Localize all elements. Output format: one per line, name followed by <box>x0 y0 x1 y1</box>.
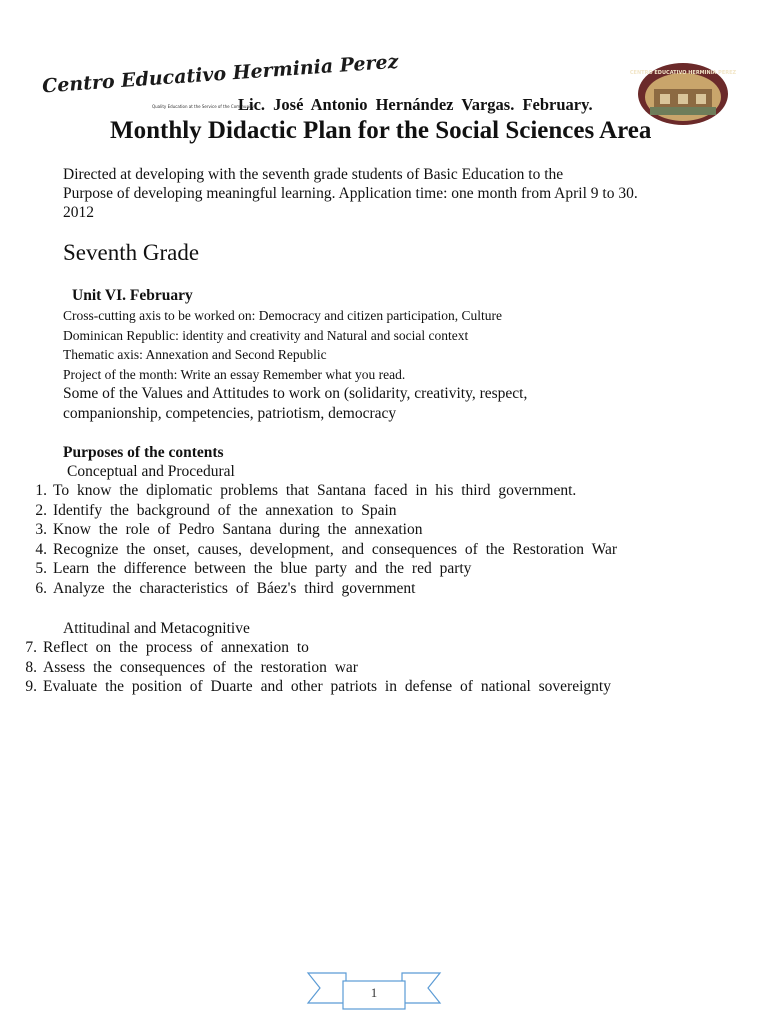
list-item <box>17 638 611 658</box>
item-number: 6. <box>35 579 47 597</box>
grade-heading: Seventh Grade <box>63 240 200 265</box>
item-number: 5. <box>35 560 47 578</box>
values-line-continued: companionship, competencies, patriotism, democracy <box>63 404 397 422</box>
item-number: 2. <box>35 501 47 519</box>
list-item <box>27 559 617 579</box>
item-text: Evaluate the position of Duarte and other patriots in defense of national sovereignty <box>43 678 611 696</box>
item-text: Assess the consequences of the restoration war <box>43 658 358 676</box>
document-title: Monthly Didactic Plan for the Social Sciences Area <box>110 117 652 144</box>
item-number: 9. <box>25 678 37 696</box>
logo-name: Centro Educativo Herminia Perez <box>41 50 400 98</box>
page-number: 1 <box>370 985 378 1000</box>
item-text: Identify the background of the annexation to Spain <box>53 501 397 519</box>
item-number: 8. <box>25 658 37 676</box>
author-line: Lic. José Antonio Hernández Vargas. February. <box>238 95 593 114</box>
intro-line: 2012 <box>63 204 94 221</box>
purposes-heading: Purposes of the contents <box>63 444 224 461</box>
ribbon-left-tail <box>308 973 346 1003</box>
item-text: Know the role of Pedro Santana during the annexation <box>53 521 423 539</box>
list-item <box>17 658 611 678</box>
item-text: Reflect on the process of annexation to <box>43 639 309 656</box>
ribbon-right-tail <box>402 973 440 1003</box>
item-text: Recognize the onset, causes, development, and consequences of the Restoration War <box>53 540 618 558</box>
intro-line: Purpose of developing meaningful learning. Application time: one month from April 9 to 30. <box>63 185 638 202</box>
school-logo <box>40 50 400 116</box>
unit-heading: Unit VI. February <box>72 287 193 304</box>
list-item <box>27 520 617 540</box>
axes-block <box>63 306 527 423</box>
list-item <box>17 677 611 697</box>
crosscutting-axis-continued: Dominican Republic: identity and creativity and Natural and social context <box>63 327 469 343</box>
item-text: To know the diplomatic problems that Santana faced in his third government. <box>53 482 577 499</box>
list-item <box>27 540 617 560</box>
attitudinal-heading: Attitudinal and Metacognitive <box>63 620 250 637</box>
attitudinal-list <box>17 638 611 697</box>
project-of-month: Project of the month: Write an essay Remember what you read. <box>63 366 406 382</box>
list-item <box>27 501 617 521</box>
logo-tagline: Quality Education at the Service of the Community <box>152 104 255 109</box>
intro-paragraph <box>63 165 638 222</box>
item-number: 1. <box>35 482 47 499</box>
list-item <box>27 481 617 501</box>
thematic-axis: Thematic axis: Annexation and Second Republic <box>63 347 327 362</box>
item-number: 7. <box>25 639 37 656</box>
item-text: Analyze the characteristics of Báez's third government <box>53 579 416 597</box>
intro-line: Directed at developing with the seventh grade students of Basic Education to the <box>63 166 564 183</box>
seal-text: CENTRO EDUCATIVO HERMINIA PEREZ <box>629 70 737 76</box>
conceptual-heading: Conceptual and Procedural <box>67 463 235 480</box>
crosscutting-axis: Cross-cutting axis to be worked on: Democracy and citizen participation, Culture <box>63 308 503 323</box>
values-line: Some of the Values and Attitudes to work on (solidarity, creativity, respect, <box>63 385 528 402</box>
item-number: 3. <box>35 521 47 539</box>
item-text: Learn the difference between the blue party and the red party <box>53 560 472 578</box>
conceptual-list <box>27 481 617 599</box>
item-number: 4. <box>35 540 47 558</box>
list-item <box>27 579 617 599</box>
